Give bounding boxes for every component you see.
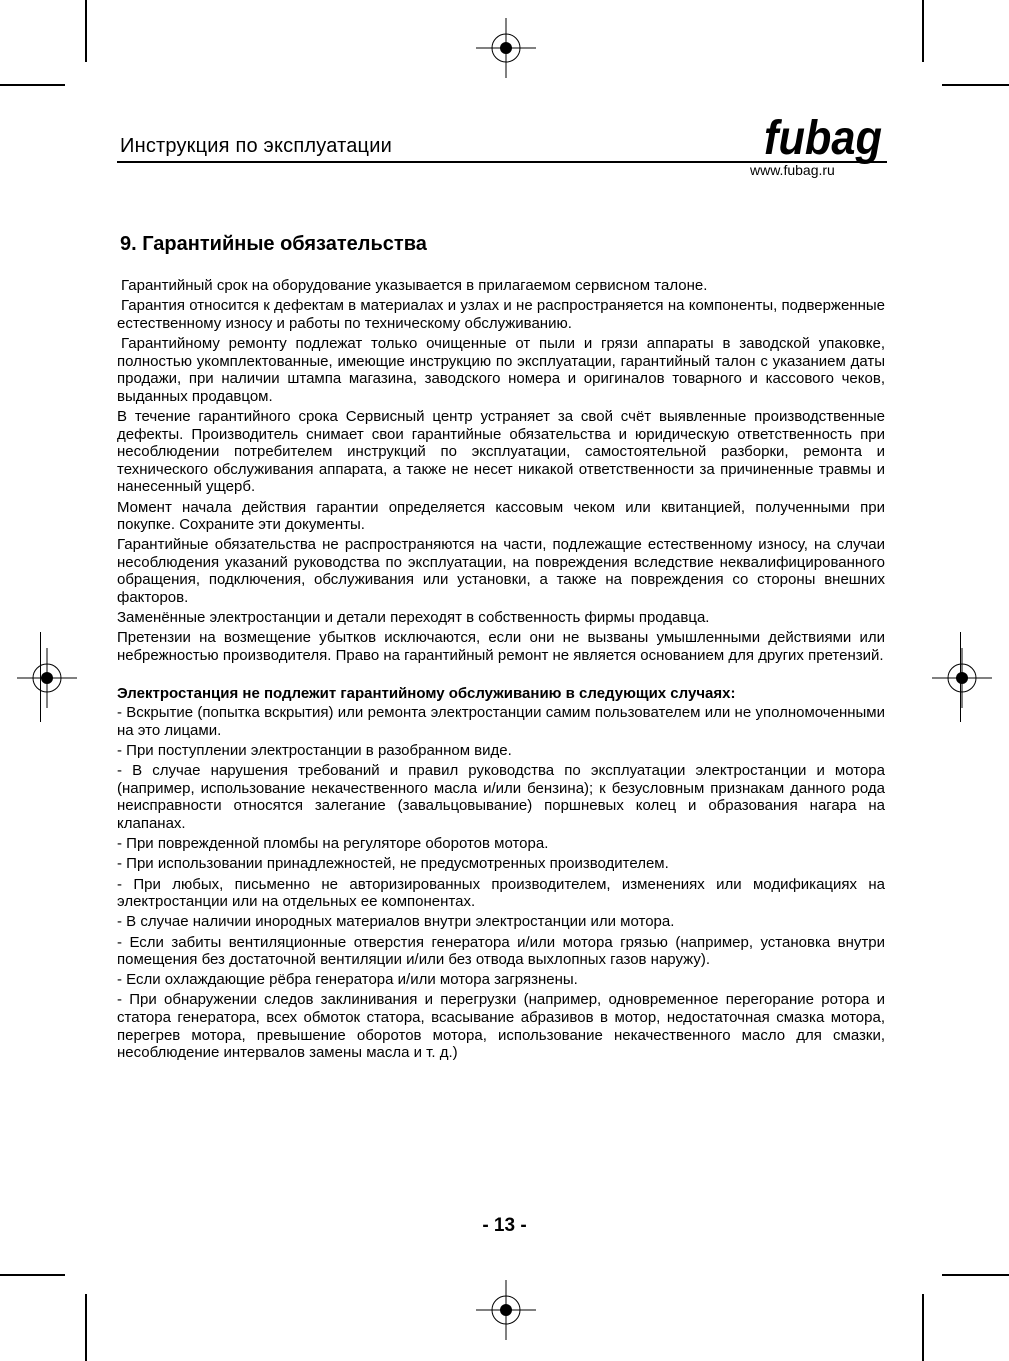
condition-item: - При поврежденной пломбы на регуляторе оборотов мотора. [117,835,549,853]
registration-mark-icon [476,18,536,78]
svg-text:fubag: fubag [764,114,882,165]
condition-item: - В случае наличии инородных материалов внутри электростанции или мотора. [117,913,675,931]
crop-mark [922,0,924,62]
paragraph: Претензии на возмещение убытков исключаются, если они не вызваны умышленными действиями или небрежностью производителя. Право на гарантийный ремонт не является основанием для других претензий. [117,629,885,665]
crop-mark [85,1294,87,1361]
paragraph: Момент начала действия гарантии определяется кассовым чеком или квитанцией, полученными при покупке. Сохраните эти документы. [117,498,885,534]
registration-line [40,632,41,722]
crop-mark [0,1274,65,1276]
site-url: www.fubag.ru [750,162,835,178]
paragraph: Заменённые электростанции и детали переходят в собственность фирмы продавца. [117,609,710,627]
header-title: Инструкция по эксплуатации [120,135,392,157]
condition-item: - При поступлении электростанции в разобранном виде. [117,742,512,759]
crop-mark [85,0,87,62]
paragraph: Гарантийному ремонту подлежат только очищенные от пыли и грязи аппараты в заводской упаковке, полностью укомплектованные, имеющие инструкцию по эксплуатации, гарантийный талон с указанием даты продажи, при наличии штампа магазина, заводского номера и оригиналов товарного и кассового чеков, выданных продавцом. [117,334,885,405]
crop-mark [0,84,65,86]
page-number: - 13 - [482,1215,527,1236]
crop-mark [922,1294,924,1361]
registration-mark-icon [476,1280,536,1340]
crop-mark [942,84,1009,86]
registration-mark-icon [17,648,77,708]
paragraph: В течение гарантийного срока Сервисный центр устраняет за свой счёт выявленные производственные дефекты. Производитель снимает свои гарантийные обязательства и юридическую ответственность при несоблюдении потребителем инструкций по эксплуатации, самостоятельной разборки, ремонта и технического обслуживания аппарата, а также не несет никакой ответственности за причиненные травмы и нанесенный ущерб. [117,407,885,496]
registration-line [960,632,961,722]
condition-item: - При обнаружении следов заклинивания и перегрузки (например, одновременное перегорание ротора и статора генератора, всех обмоток статора, всасывание абразивов в мотор, недостаточная смазка мотора, перегрев мотора, превышение оборотов мотора, использование некачественного масло для смазки, несоблюдение интервалов замены масла и т. д.) [117,991,885,1062]
paragraph: Гарантия относится к дефектам в материалах и узлах и не распространяется на компоненты, подверженные естественному износу и работы по техническому обслуживанию. [117,297,885,332]
warranty-content [117,277,885,1064]
condition-item: - Если забиты вентиляционные отверстия генератора и/или мотора грязью (например, установка внутри помещения без достаточной вентиляции и/или без отвода выхлопных газов наружу). [117,933,885,969]
condition-item: - При любых, письменно не авторизированных производителем, изменениях или модификациях на электростанции или на отдельных ее компонентах. [117,875,885,911]
condition-item: - Если охлаждающие рёбра генератора и/или мотора загрязнены. [117,971,578,989]
condition-item: - При использовании принадлежностей, не предусмотренных производителем. [117,855,669,873]
condition-item: - В случае нарушения требований и правил руководства по эксплуатации электростанции и мотора (например, использование некачественного масла и/или бензина); к безусловным признакам данного рода неисправности относятся залегание (завальцовывание) поршневых колец и образования нагара на клапанах. [117,762,885,832]
condition-item: - Вскрытие (попытка вскрытия) или ремонта электростанции самим пользователем или не уполномоченными на это лицами. [117,704,885,739]
paragraph: Гарантийные обязательства не распространяются на части, подлежащие естественному износу, на случаи несоблюдения указаний руководства по эксплуатации, на повреждения вследствие неквалифицированного обращения, подключения, обслуживания или установки, а также на повреждения со стороны внешних факторов. [117,536,885,607]
conditions-title: Электростанция не подлежит гарантийному обслуживанию в следующих случаях: [117,684,736,702]
section-title: 9. Гарантийные обязательства [120,233,427,255]
registration-mark-icon [932,648,992,708]
crop-mark [942,1274,1009,1276]
paragraph: Гарантийный срок на оборудование указывается в прилагаемом сервисном талоне. [121,277,708,294]
